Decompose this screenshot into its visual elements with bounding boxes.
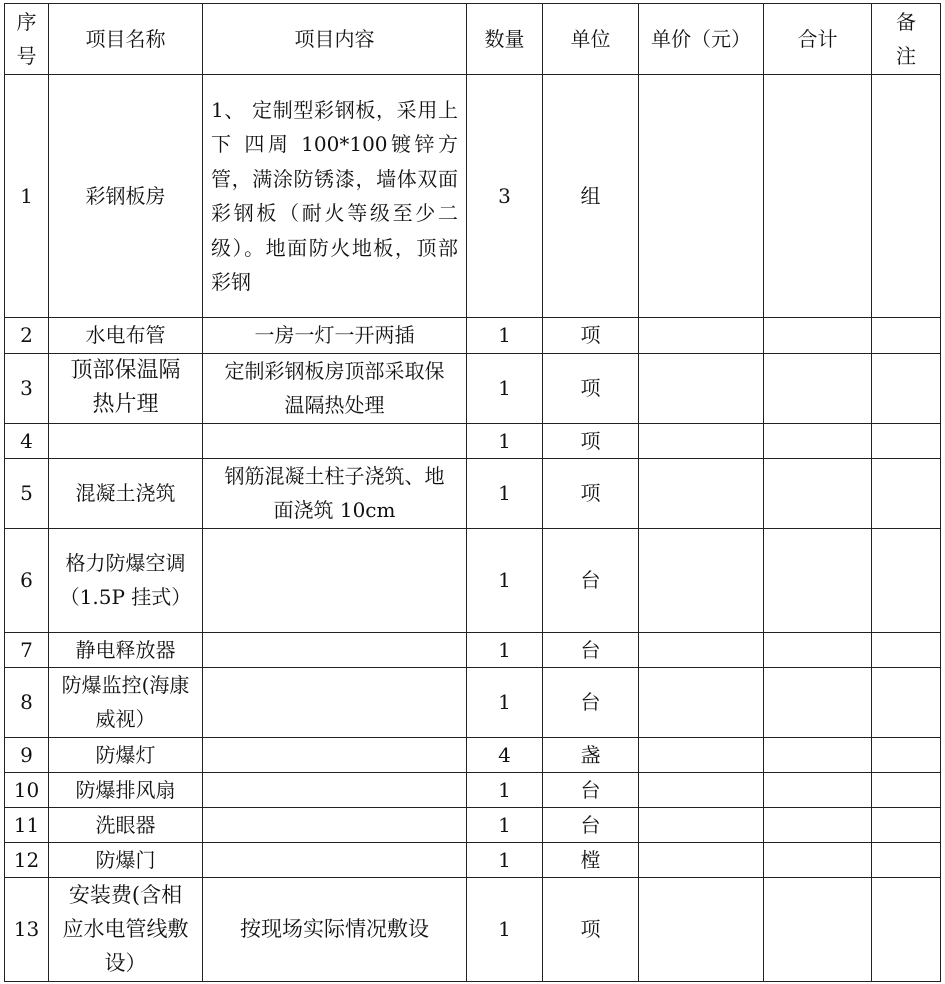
cell-remark — [872, 353, 941, 423]
cell-qty: 1 — [467, 842, 543, 877]
cell-remark — [872, 772, 941, 807]
cell-total — [764, 632, 872, 667]
header-total: 合计 — [764, 4, 872, 75]
cell-unit: 项 — [543, 458, 639, 528]
cell-total — [764, 318, 872, 354]
cell-index: 13 — [5, 877, 49, 981]
cell-remark — [872, 423, 941, 458]
cell-content — [203, 772, 467, 807]
cell-qty: 1 — [467, 353, 543, 423]
cell-price — [639, 75, 764, 318]
cell-price — [639, 458, 764, 528]
cell-qty: 1 — [467, 318, 543, 354]
cell-remark — [872, 842, 941, 877]
cell-unit: 樘 — [543, 842, 639, 877]
cell-name: 彩钢板房 — [49, 75, 203, 318]
cell-name: 防爆灯 — [49, 737, 203, 772]
cell-unit: 项 — [543, 318, 639, 354]
cell-total — [764, 667, 872, 737]
cell-index: 8 — [5, 667, 49, 737]
cell-price — [639, 632, 764, 667]
cell-remark — [872, 807, 941, 842]
table-row — [5, 632, 941, 667]
cell-price — [639, 667, 764, 737]
cell-price — [639, 807, 764, 842]
header-name: 项目名称 — [49, 4, 203, 75]
quotation-table — [4, 3, 941, 982]
cell-name: 水电布管 — [49, 318, 203, 354]
cell-qty: 1 — [467, 528, 543, 632]
header-remark: 备注 — [872, 4, 941, 75]
cell-unit: 盏 — [543, 737, 639, 772]
cell-total — [764, 528, 872, 632]
cell-name: 防爆监控(海康威视） — [49, 667, 203, 737]
cell-name: 静电释放器 — [49, 632, 203, 667]
cell-price — [639, 318, 764, 354]
cell-remark — [872, 75, 941, 318]
cell-name — [49, 423, 203, 458]
table-row — [5, 737, 941, 772]
table-body — [5, 75, 941, 982]
cell-qty: 1 — [467, 877, 543, 981]
cell-unit: 台 — [543, 667, 639, 737]
cell-index: 11 — [5, 807, 49, 842]
header-qty: 数量 — [467, 4, 543, 75]
cell-qty: 3 — [467, 75, 543, 318]
cell-content — [203, 842, 467, 877]
table-row — [5, 842, 941, 877]
cell-remark — [872, 877, 941, 981]
cell-content: 一房一灯一开两插 — [203, 318, 467, 354]
cell-index: 3 — [5, 353, 49, 423]
cell-content — [203, 423, 467, 458]
header-price: 单价（元） — [639, 4, 764, 75]
cell-remark — [872, 458, 941, 528]
table-row — [5, 75, 941, 318]
cell-index: 6 — [5, 528, 49, 632]
cell-unit: 台 — [543, 528, 639, 632]
cell-unit: 台 — [543, 772, 639, 807]
cell-unit: 组 — [543, 75, 639, 318]
cell-qty: 1 — [467, 667, 543, 737]
cell-remark — [872, 667, 941, 737]
cell-content — [203, 807, 467, 842]
cell-name: 防爆排风扇 — [49, 772, 203, 807]
table-row — [5, 528, 941, 632]
cell-remark — [872, 632, 941, 667]
table-row — [5, 877, 941, 981]
cell-total — [764, 737, 872, 772]
cell-price — [639, 528, 764, 632]
table-row — [5, 353, 941, 423]
cell-content — [203, 667, 467, 737]
cell-qty: 1 — [467, 423, 543, 458]
cell-unit: 项 — [543, 877, 639, 981]
cell-qty: 1 — [467, 632, 543, 667]
table-row — [5, 807, 941, 842]
table-row — [5, 458, 941, 528]
table-row — [5, 423, 941, 458]
cell-index: 5 — [5, 458, 49, 528]
table-row — [5, 318, 941, 354]
cell-total — [764, 842, 872, 877]
cell-index: 2 — [5, 318, 49, 354]
cell-total — [764, 807, 872, 842]
cell-price — [639, 353, 764, 423]
cell-price — [639, 877, 764, 981]
cell-index: 1 — [5, 75, 49, 318]
cell-remark — [872, 318, 941, 354]
cell-name: 混凝土浇筑 — [49, 458, 203, 528]
cell-index: 4 — [5, 423, 49, 458]
table-row — [5, 772, 941, 807]
cell-total — [764, 772, 872, 807]
cell-content — [203, 632, 467, 667]
cell-unit: 项 — [543, 353, 639, 423]
cell-qty: 1 — [467, 772, 543, 807]
cell-name: 洗眼器 — [49, 807, 203, 842]
cell-index: 12 — [5, 842, 49, 877]
cell-name: 格力防爆空调（1.5P 挂式） — [49, 528, 203, 632]
cell-remark — [872, 737, 941, 772]
cell-price — [639, 737, 764, 772]
cell-total — [764, 423, 872, 458]
cell-unit: 项 — [543, 423, 639, 458]
table-row — [5, 667, 941, 737]
header-content: 项目内容 — [203, 4, 467, 75]
cell-price — [639, 423, 764, 458]
cell-price — [639, 772, 764, 807]
cell-content: 按现场实际情况敷设 — [203, 877, 467, 981]
cell-index: 10 — [5, 772, 49, 807]
cell-content: 钢筋混凝土柱子浇筑、地面浇筑 10cm — [203, 458, 467, 528]
cell-index: 7 — [5, 632, 49, 667]
cell-name: 顶部保温隔热片理 — [49, 353, 203, 423]
cell-index: 9 — [5, 737, 49, 772]
cell-content: 1、 定制型彩钢板，采用上 下 四周 100*100镀锌方管，满涂防锈漆，墙体双面彩钢板（耐火等级至少二级）。地面防火地板，顶部彩钢 — [203, 75, 467, 318]
cell-name: 防爆门 — [49, 842, 203, 877]
header-unit: 单位 — [543, 4, 639, 75]
cell-total — [764, 353, 872, 423]
cell-total — [764, 458, 872, 528]
cell-content: 定制彩钢板房顶部采取保温隔热处理 — [203, 353, 467, 423]
header-index: 序号 — [5, 4, 49, 75]
cell-total — [764, 75, 872, 318]
cell-content — [203, 737, 467, 772]
cell-unit: 台 — [543, 807, 639, 842]
header-row — [5, 4, 941, 75]
cell-qty: 4 — [467, 737, 543, 772]
cell-remark — [872, 528, 941, 632]
cell-price — [639, 842, 764, 877]
cell-qty: 1 — [467, 807, 543, 842]
cell-unit: 台 — [543, 632, 639, 667]
cell-qty: 1 — [467, 458, 543, 528]
cell-name: 安装费(含相应水电管线敷设） — [49, 877, 203, 981]
cell-total — [764, 877, 872, 981]
cell-content — [203, 528, 467, 632]
